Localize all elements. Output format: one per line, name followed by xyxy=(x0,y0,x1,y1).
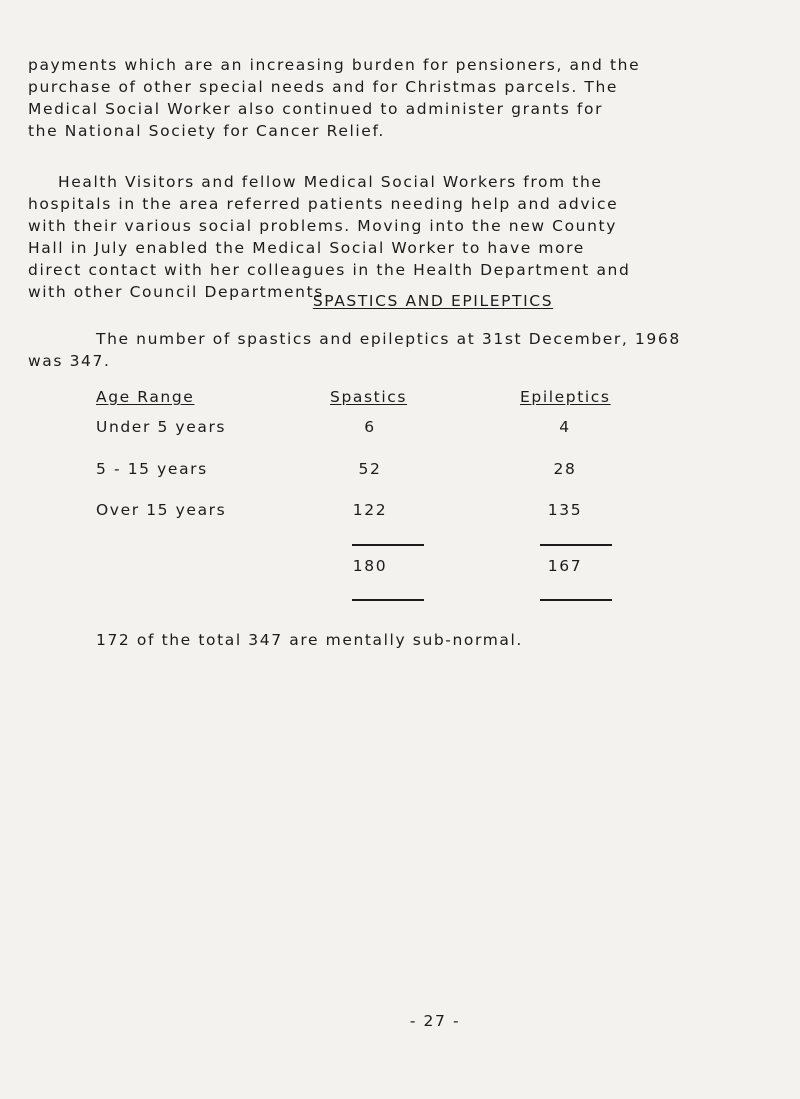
table-row-epileptics: 135 xyxy=(547,501,583,519)
text-line: The number of spastics and epileptics at 31st December, 1968 xyxy=(96,330,681,348)
page-number-text: - 27 - xyxy=(409,1012,461,1030)
text-line: the National Society for Cancer Relief. xyxy=(28,122,385,140)
total-rule-spastics xyxy=(352,599,424,601)
table-row-age: 5 - 15 years xyxy=(96,460,208,478)
section-heading-text: SPASTICS AND EPILEPTICS xyxy=(312,292,554,310)
text-line: was 347. xyxy=(28,352,111,370)
table-row-epileptics: 28 xyxy=(553,460,577,478)
table-row-epileptics: 4 xyxy=(559,418,571,436)
column-header-age-range: Age Range xyxy=(96,388,195,406)
total-rule-epileptics xyxy=(540,599,612,601)
text-line: Hall in July enabled the Medical Social Worker to have more xyxy=(28,239,585,257)
column-header-spastics: Spastics xyxy=(330,388,408,406)
text-line: Health Visitors and fellow Medical Social Workers from the xyxy=(58,173,603,191)
table-row-age: Over 15 years xyxy=(96,501,227,519)
text-line: purchase of other special needs and for Christmas parcels. The xyxy=(28,78,619,96)
table-row-spastics: 52 xyxy=(358,460,382,478)
table-row-age: Under 5 years xyxy=(96,418,227,436)
column-header-epileptics: Epileptics xyxy=(520,388,611,406)
total-spastics: 180 xyxy=(352,557,388,575)
text-line: hospitals in the area referred patients needing help and advice xyxy=(28,195,619,213)
section-heading xyxy=(0,292,800,310)
footnote: 172 of the total 347 are mentally sub-normal. xyxy=(96,631,523,649)
subtotal-rule-spastics xyxy=(352,544,424,546)
text-line: Medical Social Worker also continued to administer grants for xyxy=(28,100,604,118)
table-row-spastics: 6 xyxy=(364,418,376,436)
text-line: with other Council Departments. xyxy=(28,283,331,301)
text-line: payments which are an increasing burden for pensioners, and the xyxy=(28,56,641,74)
text-line: with their various social problems. Moving into the new County xyxy=(28,217,617,235)
page-number xyxy=(0,1012,800,1030)
subtotal-rule-epileptics xyxy=(540,544,612,546)
text-line: direct contact with her colleagues in the Health Department and xyxy=(28,261,631,279)
total-epileptics: 167 xyxy=(547,557,583,575)
table-row-spastics: 122 xyxy=(352,501,388,519)
